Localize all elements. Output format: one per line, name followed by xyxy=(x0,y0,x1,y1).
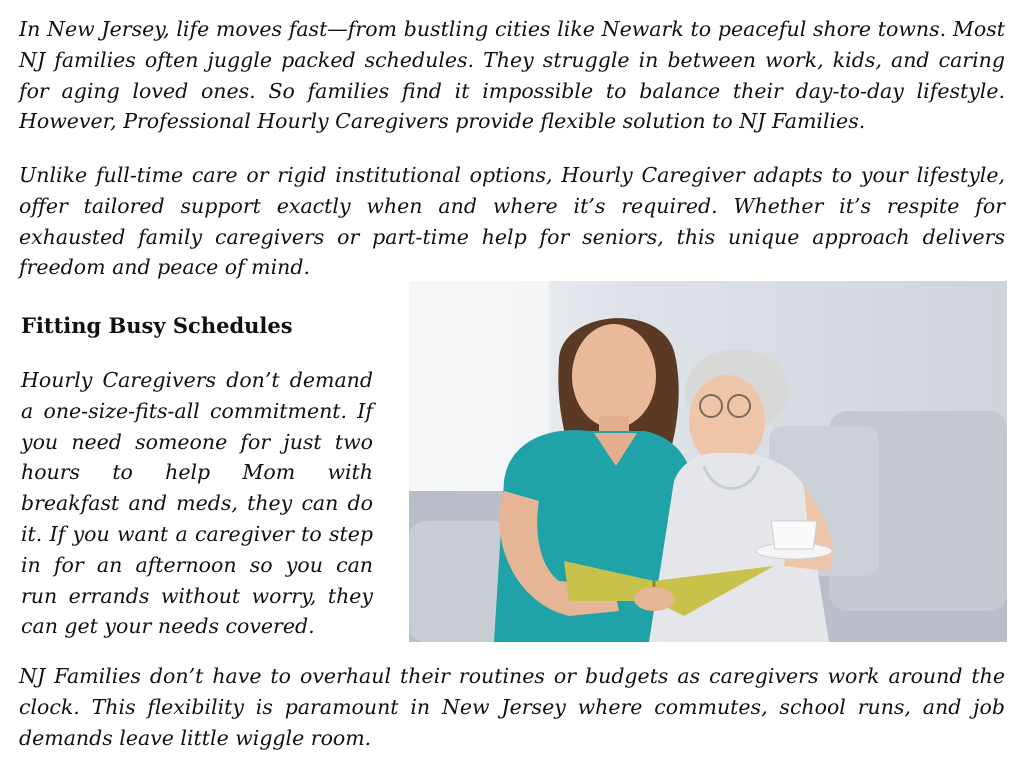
closing-paragraph: NJ Families don’t have to overhaul their routines or budgets as caregivers work around the clock. This flexibility is paramount in New Jersey where commutes, school runs, and job demands leave little wiggle room. xyxy=(19,664,1005,750)
intro-paragraph: In New Jersey, life moves fast—from bustling cities like Newark to peaceful shore towns. Most NJ families often juggle packed schedules. They struggle in between work, kids, and caring for aging loved ones. So families find it impossible to balance their day-to-day lifestyle. However, Professional Hourly Caregivers provide flexible solution to NJ Families. xyxy=(19,17,1005,134)
section-heading: Fitting Busy Schedules xyxy=(21,313,293,338)
caregiver-photo xyxy=(409,281,1007,642)
section-body: Hourly Caregivers don’t demand a one-size-fits-all commitment. If you need someone for just two hours to help Mom with breakfast and meds, they can do it. If you want a caregiver to step in for an afternoon so you can run errands without worry, they can get your needs covered. xyxy=(21,368,373,639)
second-paragraph: Unlike full-time care or rigid institutional options, Hourly Caregiver adapts to your lifestyle, offer tailored support exactly when and where it’s required. Whether it’s respite for exhausted family caregivers or part-time help for seniors, this unique approach delivers freedom and peace of mind. xyxy=(19,163,1005,280)
